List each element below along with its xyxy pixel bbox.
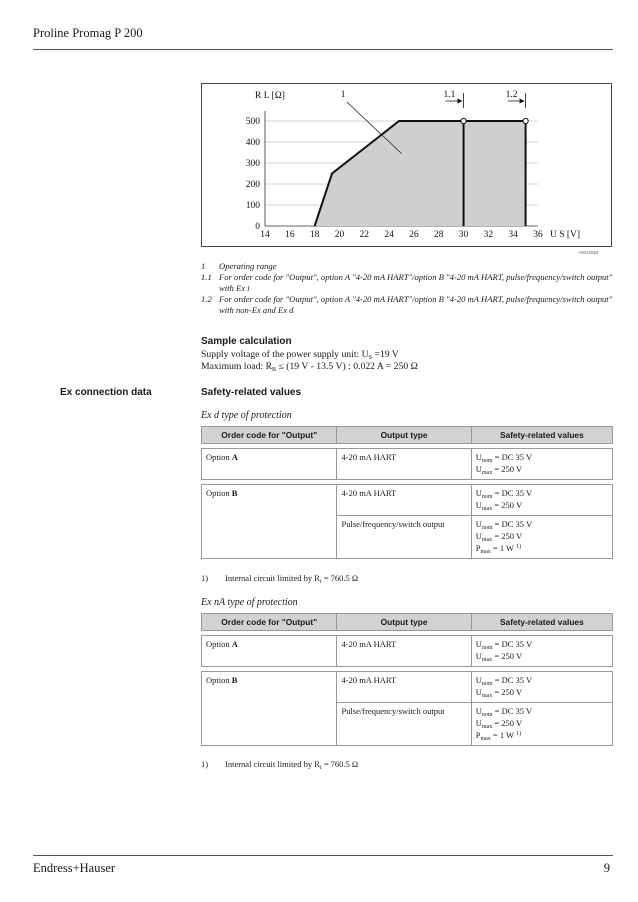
cell-option: Option B — [202, 672, 337, 746]
legend-text: For order code for "Output", option A "4-20 mA HART"/option B "4-20 mA HART, pulse/frequency/switch output" with non-Ex and Ex d — [219, 294, 613, 315]
table-row — [202, 485, 613, 516]
col-header-output-type: Output type — [337, 427, 471, 444]
load-chart — [202, 84, 613, 248]
legend-item — [201, 294, 615, 316]
ex-d-table — [201, 426, 613, 559]
figure-id: A0013563 — [578, 250, 599, 255]
ex-na-table — [201, 613, 613, 746]
cell-output: 4-20 mA HART — [337, 636, 471, 667]
subheading-ex-d: Ex d type of protection — [201, 410, 292, 421]
table-row — [202, 449, 613, 480]
footnote: 1) Internal circuit limited by $R_i = 760.5$ Ω — [201, 759, 359, 771]
cell-values: $U_{nom}$ = DC 35 V $U_{max} = 250$ V — [471, 485, 612, 516]
cell-output: 4-20 mA HART — [337, 672, 471, 703]
y-tick-label: 0 — [255, 222, 260, 232]
col-header-order-code: Order code for "Output" — [202, 614, 337, 631]
header-rule — [33, 49, 613, 50]
x-tick-label: 34 — [508, 230, 518, 240]
x-tick-label: 36 — [533, 230, 543, 240]
marker-label: 1.2 — [505, 90, 518, 100]
col-header-output-type: Output type — [337, 614, 471, 631]
limit-marker — [461, 118, 466, 123]
marker-label: 1.1 — [443, 90, 456, 100]
y-tick-label: 200 — [245, 180, 260, 190]
cell-option: Option A — [202, 449, 337, 480]
cell-values: $U_{nom}$ = DC 35 V $U_{max} = 250$ V $P_{max} = 1$ W $^{1)}$ — [471, 703, 612, 746]
cell-output: Pulse/frequency/switch output — [337, 516, 471, 559]
callout-label: 1 — [340, 90, 346, 100]
x-tick-label: 26 — [409, 230, 419, 240]
legend-num: 1 — [201, 261, 206, 271]
y-tick-label: 300 — [245, 159, 260, 169]
x-tick-label: 18 — [309, 230, 320, 240]
y-tick-label: 400 — [245, 138, 260, 148]
legend-item — [201, 261, 619, 272]
x-tick-label: 22 — [359, 230, 370, 240]
cell-values: $U_{nom}$ = DC 35 V $U_{max} = 250$ V — [471, 636, 612, 667]
x-tick-label: 28 — [433, 230, 444, 240]
footer-rule — [33, 855, 613, 856]
operating-range-area — [315, 121, 526, 226]
section-title-safety: Safety-related values — [201, 387, 302, 398]
y-tick-label: 100 — [245, 201, 260, 211]
x-tick-label: 16 — [285, 230, 295, 240]
marker-arrowhead — [458, 99, 463, 104]
legend-num: 1.2 — [201, 294, 212, 304]
cell-output: Pulse/frequency/switch output — [337, 703, 471, 746]
col-header-safety-values: Safety-related values — [471, 614, 612, 631]
cell-option: Option A — [202, 636, 337, 667]
x-tick-label: 32 — [483, 230, 494, 240]
legend-text: For order code for "Output", option A "4-20 mA HART"/option B "4-20 mA HART, pulse/frequency/switch output" with Ex i — [219, 272, 613, 293]
x-tick-label: 20 — [334, 230, 345, 240]
x-tick-label: 14 — [260, 230, 270, 240]
footnote: 1) Internal circuit limited by $R_i = 760.5$ Ω — [201, 573, 359, 585]
cell-output: 4-20 mA HART — [337, 449, 471, 480]
limit-marker — [523, 118, 528, 123]
page-number: 9 — [603, 861, 610, 875]
table-row — [202, 672, 613, 703]
sample-line-1: Supply voltage of the power supply unit: $U_S =19$ V — [201, 349, 399, 361]
legend-num: 1.1 — [201, 272, 212, 282]
x-tick-label: 24 — [384, 230, 394, 240]
load-chart-frame — [201, 83, 612, 247]
legend-text: Operating range — [219, 261, 277, 271]
col-header-safety-values: Safety-related values — [471, 427, 612, 444]
cell-values: $U_{nom}$ = DC 35 V $U_{max} = 250$ V $P_{max} = 1$ W $^{1)}$ — [471, 516, 612, 559]
section-title-ex-connection: Ex connection data — [60, 387, 152, 398]
footer-brand: Endress+Hauser — [33, 861, 116, 875]
cell-values: $U_{nom}$ = DC 35 V $U_{max} = 250$ V — [471, 672, 612, 703]
sample-line-2: Maximum load: $R_B \le (19$ V - 13.5 V) : 0.022 A = 250 Ω — [201, 361, 418, 373]
subheading-ex-na: Ex nA type of protection — [201, 597, 298, 608]
y-tick-label: 500 — [245, 117, 260, 127]
x-tick-label: 30 — [458, 230, 469, 240]
page-header-title: Proline Promag P 200 — [33, 26, 143, 40]
x-axis-label: U S [V] — [550, 230, 581, 240]
cell-values: $U_{nom}$ = DC 35 V $U_{max} = 250$ V — [471, 449, 612, 480]
col-header-order-code: Order code for "Output" — [202, 427, 337, 444]
marker-arrowhead — [520, 99, 525, 104]
cell-option: Option B — [202, 485, 337, 559]
y-axis-label: R L [Ω] — [255, 91, 285, 101]
table-row — [202, 636, 613, 667]
sample-heading: Sample calculation — [201, 336, 292, 347]
cell-output: 4-20 mA HART — [337, 485, 471, 516]
legend-item — [201, 272, 615, 294]
